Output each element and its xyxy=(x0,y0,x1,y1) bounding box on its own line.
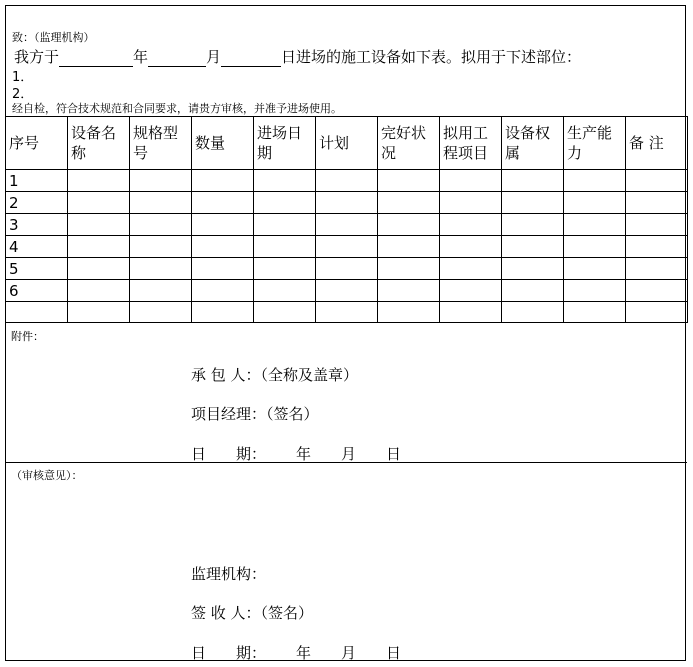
table-cell[interactable] xyxy=(130,236,192,258)
table-cell[interactable] xyxy=(192,258,254,280)
intro-line xyxy=(14,46,581,67)
table-cell[interactable] xyxy=(192,236,254,258)
table-cell[interactable] xyxy=(378,258,440,280)
table-row xyxy=(6,236,688,258)
intro-prefix: 我方于 xyxy=(14,48,60,66)
table-cell[interactable] xyxy=(130,280,192,302)
table-cell[interactable] xyxy=(192,192,254,214)
table-cell[interactable] xyxy=(502,302,564,323)
table-cell[interactable] xyxy=(68,214,130,236)
table-cell[interactable] xyxy=(440,192,502,214)
row-number: 1 xyxy=(6,170,68,192)
row-number xyxy=(6,302,68,323)
col-header-quantity: 数量 xyxy=(192,117,254,170)
table-cell[interactable] xyxy=(316,170,378,192)
table-cell[interactable] xyxy=(316,214,378,236)
contractor-signature-line: 承 包 人：（全称及盖章） xyxy=(191,366,359,384)
review-opinion-label: （审核意见）： xyxy=(11,469,83,482)
year-label: 年 xyxy=(133,48,149,66)
usage-item-1: 1． xyxy=(12,70,34,85)
table-cell[interactable] xyxy=(502,280,564,302)
row-number: 4 xyxy=(6,236,68,258)
usage-item-2: 2． xyxy=(12,87,34,102)
col-header-capacity: 生产能力 xyxy=(564,117,626,170)
row-number: 3 xyxy=(6,214,68,236)
intro-suffix: 日进场的施工设备如下表。拟用于下述部位： xyxy=(281,48,582,66)
table-cell[interactable] xyxy=(626,258,688,280)
table-cell[interactable] xyxy=(440,170,502,192)
table-cell[interactable] xyxy=(378,302,440,323)
table-row xyxy=(6,302,688,323)
supervisor-line: 监理机构： xyxy=(191,565,267,583)
table-cell[interactable] xyxy=(564,192,626,214)
month-label: 月 xyxy=(341,445,357,463)
table-cell[interactable] xyxy=(254,170,316,192)
table-cell[interactable] xyxy=(68,192,130,214)
col-header-entry-date: 进场日期 xyxy=(254,117,316,170)
table-row xyxy=(6,192,688,214)
table-cell[interactable] xyxy=(626,236,688,258)
table-cell[interactable] xyxy=(130,192,192,214)
form-header xyxy=(12,6,685,116)
row-number: 2 xyxy=(6,192,68,214)
table-cell[interactable] xyxy=(316,280,378,302)
table-cell[interactable] xyxy=(254,258,316,280)
col-header-ownership: 设备权属 xyxy=(502,117,564,170)
table-cell[interactable] xyxy=(192,214,254,236)
table-cell[interactable] xyxy=(564,214,626,236)
table-header-row xyxy=(6,117,688,170)
month-blank[interactable] xyxy=(148,52,206,67)
col-header-project-item: 拟用工程项目 xyxy=(440,117,502,170)
table-cell[interactable] xyxy=(130,302,192,323)
table-cell[interactable] xyxy=(378,192,440,214)
col-header-condition: 完好状况 xyxy=(378,117,440,170)
table-cell[interactable] xyxy=(440,280,502,302)
table-cell[interactable] xyxy=(378,236,440,258)
table-cell[interactable] xyxy=(192,302,254,323)
table-cell[interactable] xyxy=(68,302,130,323)
table-cell[interactable] xyxy=(502,258,564,280)
table-cell[interactable] xyxy=(564,302,626,323)
table-cell[interactable] xyxy=(192,280,254,302)
table-cell[interactable] xyxy=(564,170,626,192)
table-cell[interactable] xyxy=(502,236,564,258)
table-cell[interactable] xyxy=(626,214,688,236)
table-cell[interactable] xyxy=(564,236,626,258)
table-cell[interactable] xyxy=(130,170,192,192)
addressee-line: 致：（监理机构） xyxy=(12,31,95,44)
table-cell[interactable] xyxy=(440,214,502,236)
table-cell[interactable] xyxy=(502,214,564,236)
date-label: 日 期： xyxy=(191,644,267,662)
review-date-line xyxy=(191,642,401,663)
year-label: 年 xyxy=(296,445,312,463)
month-label: 月 xyxy=(206,48,222,66)
table-row xyxy=(6,214,688,236)
table-cell[interactable] xyxy=(502,192,564,214)
table-cell[interactable] xyxy=(254,214,316,236)
table-cell[interactable] xyxy=(378,170,440,192)
table-cell[interactable] xyxy=(626,192,688,214)
year-label: 年 xyxy=(296,644,312,662)
table-cell[interactable] xyxy=(316,258,378,280)
col-header-equipment-name: 设备名称 xyxy=(68,117,130,170)
table-cell[interactable] xyxy=(254,192,316,214)
table-row xyxy=(6,258,688,280)
year-blank[interactable] xyxy=(59,52,133,67)
table-cell[interactable] xyxy=(254,280,316,302)
table-cell[interactable] xyxy=(68,170,130,192)
table-cell[interactable] xyxy=(130,258,192,280)
contractor-date-line xyxy=(191,443,401,464)
table-cell[interactable] xyxy=(378,280,440,302)
table-cell[interactable] xyxy=(316,302,378,323)
table-row xyxy=(6,170,688,192)
table-cell[interactable] xyxy=(254,236,316,258)
review-section xyxy=(5,463,687,660)
table-cell[interactable] xyxy=(316,192,378,214)
table-cell[interactable] xyxy=(440,258,502,280)
table-cell[interactable] xyxy=(316,236,378,258)
table-cell[interactable] xyxy=(440,302,502,323)
application-form xyxy=(5,5,686,661)
attachment-label: 附件： xyxy=(11,330,44,343)
col-header-remarks: 备 注 xyxy=(626,117,688,170)
self-check-statement: 经自检，符合技术规范和合同要求，请贵方审核，并准予进场使用。 xyxy=(12,102,342,115)
col-header-serial: 序号 xyxy=(6,117,68,170)
day-label: 日 xyxy=(386,644,402,662)
equipment-table xyxy=(5,116,688,323)
table-cell[interactable] xyxy=(192,170,254,192)
month-label: 月 xyxy=(341,644,357,662)
row-number: 6 xyxy=(6,280,68,302)
table-cell[interactable] xyxy=(502,170,564,192)
table-cell[interactable] xyxy=(626,280,688,302)
receiver-signature-line: 签 收 人：（签名） xyxy=(191,604,314,622)
attachment-section xyxy=(5,324,687,463)
col-header-plan: 计划 xyxy=(316,117,378,170)
table-cell[interactable] xyxy=(626,170,688,192)
table-row xyxy=(6,280,688,302)
table-cell[interactable] xyxy=(564,258,626,280)
table-cell[interactable] xyxy=(68,236,130,258)
day-blank[interactable] xyxy=(221,52,281,67)
table-cell[interactable] xyxy=(440,236,502,258)
table-cell[interactable] xyxy=(130,214,192,236)
table-cell[interactable] xyxy=(378,214,440,236)
table-cell[interactable] xyxy=(626,302,688,323)
table-cell[interactable] xyxy=(254,302,316,323)
day-label: 日 xyxy=(386,445,402,463)
col-header-spec-model: 规格型号 xyxy=(130,117,192,170)
table-cell[interactable] xyxy=(68,280,130,302)
table-cell[interactable] xyxy=(564,280,626,302)
project-manager-line: 项目经理：（签名） xyxy=(191,405,319,423)
row-number: 5 xyxy=(6,258,68,280)
date-label: 日 期： xyxy=(191,445,267,463)
table-cell[interactable] xyxy=(68,258,130,280)
